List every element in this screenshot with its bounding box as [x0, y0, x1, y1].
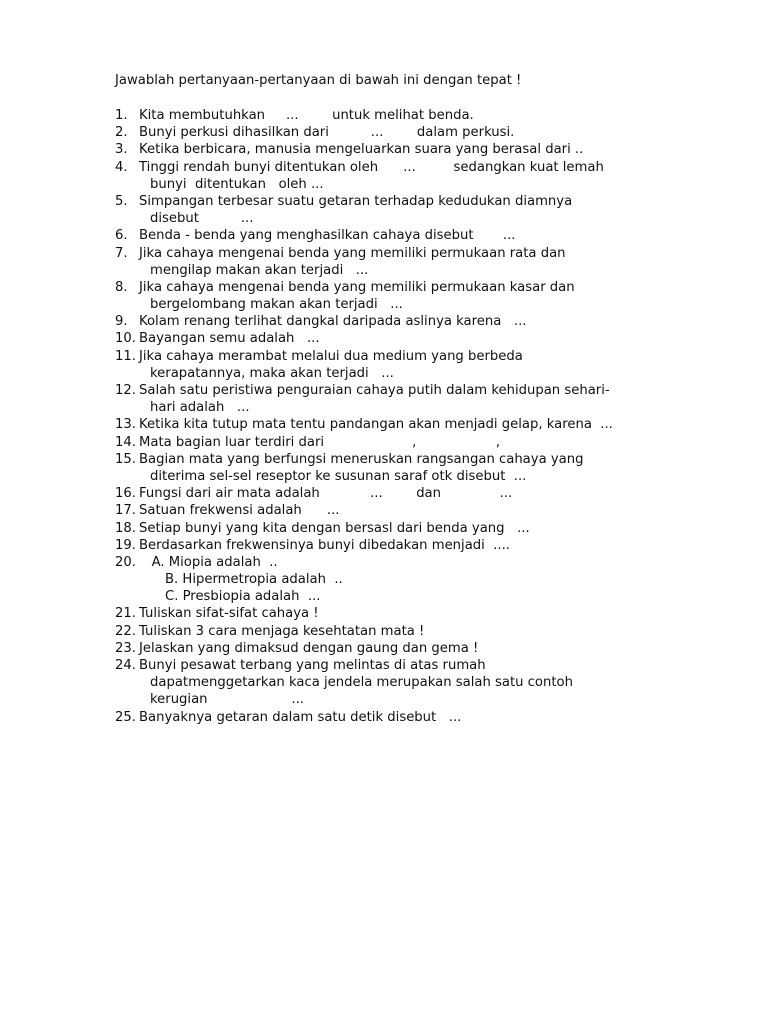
- question-text: Kolam renang terlihat dangkal daripada aslinya karena ...: [139, 314, 527, 330]
- question-number: 17.: [115, 503, 136, 519]
- question-number: 21.: [115, 606, 136, 622]
- question-continuation: [0, 176, 768, 193]
- question-item: [0, 382, 768, 399]
- question-continuation: [0, 691, 768, 708]
- question-continuation-text: kerugian ...: [150, 692, 304, 708]
- question-text: Jika cahaya mengenai benda yang memiliki permukaan rata dan: [139, 245, 566, 261]
- question-continuation-text: diterima sel-sel reseptor ke susunan saraf otk disebut ...: [150, 468, 527, 484]
- question-number: 12.: [115, 383, 136, 398]
- question-number: 25.: [115, 709, 136, 725]
- question-text: Bunyi perkusi dihasilkan dari ... dalam perkusi.: [139, 125, 515, 141]
- question-number: 14.: [115, 434, 136, 450]
- question-continuation: [0, 674, 768, 691]
- question-number: 7.: [115, 245, 128, 261]
- question-continuation-text: kerapatannya, maka akan terjadi ...: [150, 365, 394, 381]
- question-text: Jika cahaya mengenai benda yang memiliki permukaan kasar dan: [139, 279, 575, 295]
- question-continuation-text: bunyi ditentukan oleh ...: [150, 176, 324, 192]
- question-text: Simpangan terbesar suatu getaran terhadap kedudukan diamnya: [139, 193, 573, 209]
- question-continuation-text: bergelombang makan akan terjadi ...: [150, 297, 403, 313]
- question-number: 16.: [115, 486, 136, 502]
- question-number: 6.: [115, 228, 128, 244]
- question-item: [0, 193, 768, 210]
- question-item: [0, 537, 768, 554]
- question-continuation-text: mengilap makan akan terjadi ...: [150, 262, 369, 278]
- question-number: 20.: [115, 554, 136, 570]
- question-text: Berdasarkan frekwensinya bunyi dibedakan menjadi ....: [139, 537, 510, 553]
- question-item: [0, 657, 768, 674]
- question-item: [0, 313, 768, 330]
- question-text: Tinggi rendah bunyi ditentukan oleh ... sedangkan kuat lemah: [139, 159, 604, 175]
- question-number: 23.: [115, 640, 136, 656]
- question-item: [0, 640, 768, 657]
- question-item: [0, 159, 768, 176]
- question-number: 22.: [115, 623, 136, 639]
- question-number: 24.: [115, 658, 136, 673]
- question-text: Ketika kita tutup mata tentu pandangan akan menjadi gelap, karena ...: [139, 417, 613, 433]
- question-text: Ketika berbicara, manusia mengeluarkan suara yang berasal dari ..: [139, 142, 584, 158]
- question-text: A. Miopia adalah ..: [139, 554, 278, 570]
- question-number: 10.: [115, 331, 136, 347]
- question-item: [0, 330, 768, 347]
- question-number: 11.: [115, 348, 136, 364]
- question-text: Satuan frekwensi adalah ...: [139, 503, 340, 519]
- question-continuation: [0, 296, 768, 313]
- question-number: 19.: [115, 537, 136, 553]
- question-number: 18.: [115, 520, 136, 536]
- question-number: 1.: [115, 108, 128, 123]
- sub-question-text: B. Hipermetropia adalah ..: [165, 572, 343, 588]
- question-text: Jika cahaya merambat melalui dua medium yang berbeda: [139, 348, 523, 364]
- question-item: [0, 124, 768, 141]
- question-item: [0, 416, 768, 433]
- question-number: 4.: [115, 159, 128, 175]
- question-item: [0, 554, 768, 571]
- question-number: 5.: [115, 193, 128, 209]
- question-continuation: [0, 365, 768, 382]
- question-text: Kita membutuhkan ... untuk melihat benda.: [139, 108, 474, 123]
- question-continuation-text: dapatmenggetarkan kaca jendela merupakan salah satu contoh: [150, 675, 573, 691]
- question-item: [0, 141, 768, 158]
- question-item: [0, 279, 768, 296]
- question-text: Jelaskan yang dimaksud dengan gaung dan gema !: [139, 640, 479, 656]
- question-text: Banyaknya getaran dalam satu detik disebut ...: [139, 709, 462, 725]
- question-text: Salah satu peristiwa penguraian cahaya putih dalam kehidupan sehari-: [139, 383, 610, 398]
- question-continuation: [0, 262, 768, 279]
- question-text: Bayangan semu adalah ...: [139, 331, 320, 347]
- question-continuation-text: hari adalah ...: [150, 400, 250, 416]
- question-continuation: [0, 468, 768, 485]
- question-number: 13.: [115, 417, 136, 433]
- question-item: [0, 245, 768, 262]
- question-item: [0, 623, 768, 640]
- question-item: [0, 502, 768, 519]
- question-list: [0, 107, 768, 726]
- question-number: 15.: [115, 451, 136, 467]
- question-item: [0, 520, 768, 537]
- question-item: [0, 451, 768, 468]
- question-continuation-text: disebut ...: [150, 211, 254, 227]
- question-text: Bunyi pesawat terbang yang melintas di atas rumah: [139, 658, 486, 673]
- question-item: [0, 485, 768, 502]
- question-item: [0, 227, 768, 244]
- sub-question: [0, 588, 768, 605]
- question-continuation: [0, 210, 768, 227]
- question-continuation: [0, 399, 768, 416]
- question-text: Bagian mata yang berfungsi meneruskan rangsangan cahaya yang: [139, 451, 584, 467]
- question-text: Benda - benda yang menghasilkan cahaya disebut ...: [139, 228, 516, 244]
- sub-question-text: C. Presbiopia adalah ...: [165, 589, 321, 605]
- question-item: [0, 348, 768, 365]
- instruction-text: Jawablah pertanyaan-pertanyaan di bawah ini dengan tepat !: [115, 73, 522, 88]
- question-item: [0, 605, 768, 622]
- question-number: 3.: [115, 142, 128, 158]
- sub-question: [0, 571, 768, 588]
- question-number: 9.: [115, 314, 128, 330]
- question-number: 2.: [115, 125, 128, 141]
- question-text: Tuliskan 3 cara menjaga kesehtatan mata !: [139, 623, 425, 639]
- question-item: [0, 709, 768, 726]
- question-text: Fungsi dari air mata adalah ... dan ...: [139, 486, 513, 502]
- question-text: Setiap bunyi yang kita dengan bersasl dari benda yang ...: [139, 520, 530, 536]
- question-number: 8.: [115, 279, 128, 295]
- question-item: [0, 434, 768, 451]
- question-item: [0, 107, 768, 124]
- question-text: Tuliskan sifat-sifat cahaya !: [139, 606, 319, 622]
- question-text: Mata bagian luar terdiri dari , ,: [139, 434, 501, 450]
